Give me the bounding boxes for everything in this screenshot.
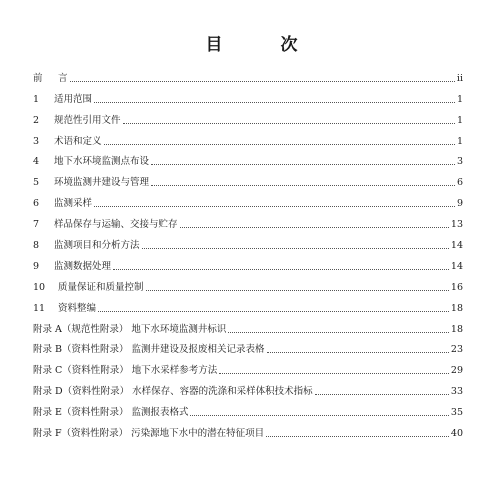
toc-entry-number: 8 [33,240,40,252]
toc-entry-page: 18 [450,323,463,335]
leader-dots [104,143,455,145]
toc-entry-page: 1 [456,93,463,105]
toc-entry-label: 监测项目和分析方法 [54,240,140,252]
toc-entry-number: 9 [33,260,40,272]
toc-entry-4[interactable] [33,148,463,169]
leader-dots [266,435,449,437]
toc-entry-page: 23 [450,344,463,356]
toc-entry-label: 资料整编 [58,302,97,314]
toc-entry-number: 6 [33,198,40,210]
toc-entry-number: 11 [33,302,46,314]
leader-dots [151,163,455,165]
leader-dots [190,414,448,416]
toc-entry-label: 环境监测井建设与管理 [54,177,150,189]
toc-entry-label: 监测采样 [54,198,93,210]
toc-entry-page: 33 [450,386,463,398]
toc-entry-page: 14 [450,260,463,272]
table-of-contents [33,64,463,440]
toc-entry-number: 4 [33,156,40,168]
toc-entry-8[interactable] [33,231,463,252]
toc-entry-label: 质量保证和质量控制 [58,281,144,293]
toc-entry-appendix-e[interactable] [33,398,463,419]
toc-entry-number: 2 [33,114,40,126]
toc-entry-6[interactable] [33,189,463,210]
toc-entry-10[interactable] [33,273,463,294]
toc-entry-page: 1 [456,135,463,147]
leader-dots [98,310,449,312]
toc-entry-appendix-f[interactable] [33,419,463,440]
leader-dots [94,101,455,103]
toc-entry-page: ii [456,72,463,84]
toc-entry-page: 16 [450,281,463,293]
toc-entry-2[interactable] [33,106,463,127]
leader-dots [267,351,449,353]
toc-entry-label: 适用范围 [54,93,93,105]
leader-dots [94,205,455,207]
toc-entry-appendix-d[interactable] [33,377,463,398]
leader-dots [228,331,449,333]
leader-dots [113,268,449,270]
toc-entry-label: 附录 A（规范性附录） 地下水环境监测井标识 [33,323,227,335]
leader-dots [142,247,449,249]
leader-dots [123,122,455,124]
toc-entry-3[interactable] [33,127,463,148]
toc-entry-label: 附录 B（资料性附录） 监测井建设及报废相关记录表格 [33,344,265,356]
toc-entry-label: 附录 F（资料性附录） 污染源地下水中的潜在特征项目 [33,428,265,440]
toc-entry-number: 3 [33,135,40,147]
toc-entry-number: 1 [33,93,40,105]
leader-dots [315,393,449,395]
toc-entry-appendix-a[interactable] [33,315,463,336]
leader-dots [151,184,455,186]
toc-entry-page: 3 [456,156,463,168]
leader-dots [146,289,449,291]
page-title: 目 次 [205,35,324,55]
toc-entry-label: 附录 D（资料性附录） 水样保存、容器的洗涤和采样体积技术指标 [33,386,313,398]
toc-entry-5[interactable] [33,168,463,189]
toc-entry-label: 规范性引用文件 [54,114,121,126]
toc-entry-11[interactable] [33,294,463,315]
toc-entry-label: 附录 E（资料性附录） 监测报表格式 [33,407,189,419]
toc-entry-label: 地下水环境监测点布设 [54,156,150,168]
toc-entry-9[interactable] [33,252,463,273]
toc-entry-page: 18 [450,302,463,314]
leader-dots [70,80,455,82]
toc-entry-number: 前 [33,72,43,84]
toc-entry-number: 5 [33,177,40,189]
toc-entry-number: 10 [33,281,46,293]
toc-entry-page: 29 [450,365,463,377]
toc-entry-page: 40 [450,428,463,440]
toc-entry-page: 14 [450,240,463,252]
toc-entry-page: 35 [450,407,463,419]
toc-entry-page: 9 [456,198,463,210]
toc-entry-page: 13 [450,219,463,231]
toc-entry-label: 监测数据处理 [54,260,112,272]
toc-entry-page: 6 [456,177,463,189]
toc-entry-page: 1 [456,114,463,126]
toc-entry-label: 术语和定义 [54,135,102,147]
toc-entry-foreword[interactable] [33,64,463,85]
toc-entry-appendix-c[interactable] [33,356,463,377]
toc-entry-appendix-b[interactable] [33,336,463,357]
leader-dots [180,226,449,228]
toc-entry-label: 言 [58,72,68,84]
toc-entry-label: 附录 C（资料性附录） 地下水采样参考方法 [33,365,218,377]
toc-entry-7[interactable] [33,210,463,231]
toc-entry-1[interactable] [33,85,463,106]
toc-entry-number: 7 [33,219,40,231]
leader-dots [219,372,449,374]
toc-entry-label: 样品保存与运输、交接与贮存 [54,219,178,231]
